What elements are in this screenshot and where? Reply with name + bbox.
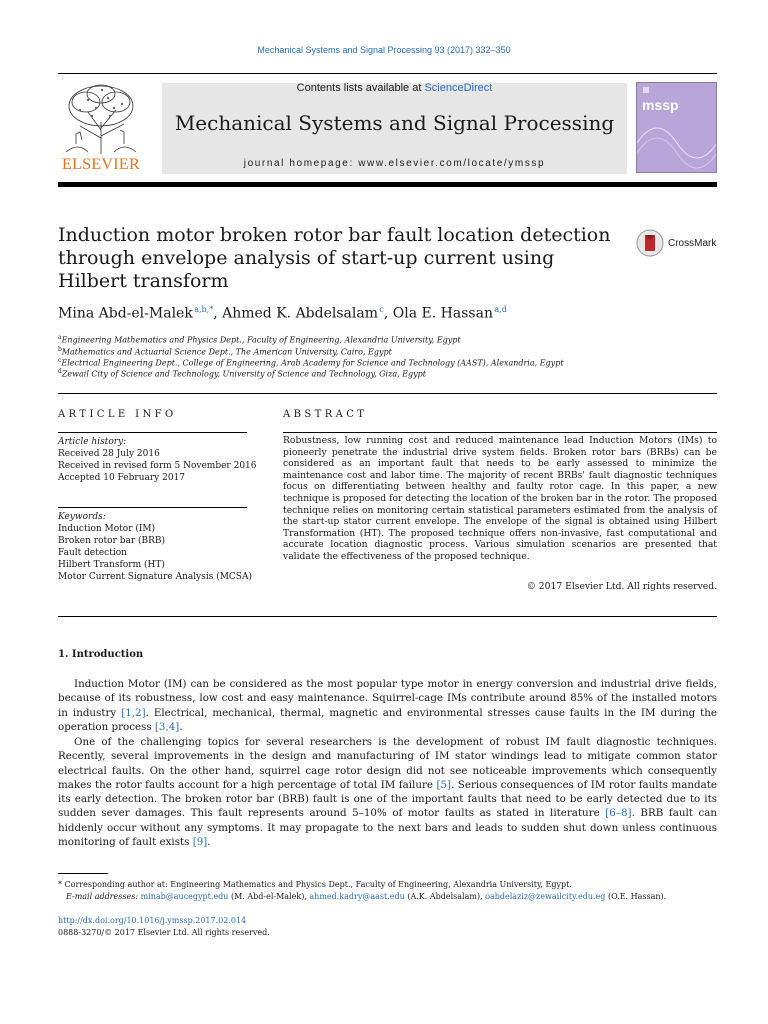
citation-link[interactable]: [6–8] bbox=[605, 807, 632, 820]
citation-link[interactable]: [9] bbox=[192, 836, 208, 849]
doi-link[interactable]: http://dx.doi.org/10.1016/j.ymssp.2017.02.014 bbox=[58, 916, 247, 925]
cover-title: mssp bbox=[642, 97, 679, 113]
article-info-heading: ARTICLE INFO bbox=[58, 409, 177, 420]
sciencedirect-link[interactable]: ScienceDirect bbox=[424, 82, 493, 94]
journal-title: Mechanical Systems and Signal Processing bbox=[174, 111, 615, 135]
keywords-list bbox=[58, 511, 252, 583]
history-label: Article history: bbox=[58, 437, 127, 447]
journal-homepage[interactable]: journal homepage: www.elsevier.com/locate/ymssp bbox=[243, 158, 546, 169]
crossmark-label: CrossMark bbox=[668, 238, 717, 249]
keyword[interactable]: Hilbert Transform (HT) bbox=[58, 560, 165, 570]
affiliation: $^a$Engineering Mathematics and Physics Dept., Faculty of Engineering, Alexandria University, Egypt bbox=[58, 334, 461, 345]
author-affiliation-marker[interactable]: a,d bbox=[494, 305, 507, 314]
keyword[interactable]: Broken rotor bar (BRB) bbox=[58, 536, 166, 546]
email-link[interactable]: oabdelaziz@zewailcity.edu.eg bbox=[485, 892, 606, 901]
issn-copyright: 0888-3270/© 2017 Elsevier Ltd. All rights reserved. bbox=[58, 928, 270, 937]
abstract-bottom-rule bbox=[58, 616, 717, 617]
crossmark-icon bbox=[636, 229, 664, 257]
author-name[interactable]: Mina Abd-el-Malek bbox=[58, 305, 193, 322]
citation-link[interactable]: [1,2] bbox=[121, 706, 146, 719]
elsevier-tree-logo bbox=[58, 82, 144, 156]
abstract-rule bbox=[283, 432, 717, 433]
author-name[interactable]: Ahmed K. Abdelsalam bbox=[222, 305, 378, 322]
header-rule-top bbox=[58, 73, 717, 74]
keywords-rule bbox=[58, 507, 247, 508]
abstract-heading: ABSTRACT bbox=[283, 409, 368, 420]
affiliation: $^c$Electrical Engineering Dept., College of Engineering, Arab Academy for Science and Technology (AAST), Alexandria, Egypt bbox=[58, 357, 564, 368]
email-link[interactable]: ahmed.kadry@aast.edu bbox=[309, 892, 405, 901]
journal-reference[interactable]: Mechanical Systems and Signal Processing 93 (2017) 332–350 bbox=[257, 45, 511, 55]
keyword[interactable]: Motor Current Signature Analysis (MCSA) bbox=[58, 572, 252, 582]
article-info-rule bbox=[58, 432, 247, 433]
citation-link[interactable]: [3,4] bbox=[154, 720, 180, 733]
section-heading-introduction: 1. Introduction bbox=[58, 649, 144, 660]
email-link[interactable]: minab@aucegypt.edu bbox=[140, 892, 229, 901]
contents-line: Contents lists available at ScienceDirect bbox=[296, 82, 493, 94]
cover-wave-graphic bbox=[637, 83, 717, 173]
citation-link[interactable]: [5] bbox=[436, 778, 452, 791]
corresponding-author-note: * Corresponding author at: Engineering Mathematics and Physics Dept., Faculty of Engineering, Alexandria University, Egypt. bbox=[58, 880, 572, 889]
intro-paragraph-2: One of the challenging topics for several researchers is the development of robust IM fault diagnostic techniques. Recently, several improvements in the design and manufacturing of IM stator windings lead to mitigate common stator electrical faults. On the other hand, squirrel cage rotor design did not see noticeable improvements which consequently makes the rotor faults account for a high percentage of total IM failure [5]. Serious consequences of IM rotor faults mandate its early detection. The broken rotor bar (BRB) fault is one of the important faults that need to be early detected due to its sudden sever damages. This fault represents around 5–10% of motor faults as stated in literature [6–8]. BRB fault can hiddenly occur without any symptoms. It may propagate to the next bars and leads to sudden shut down unless continuous monitoring of fault exists [9]. bbox=[58, 736, 718, 849]
history-received: Received 28 July 2016 bbox=[58, 449, 160, 459]
footnote-rule bbox=[58, 873, 108, 874]
author-affiliation-marker[interactable]: a,b,* bbox=[194, 305, 214, 314]
header-rule-bottom bbox=[58, 182, 717, 187]
abstract-text: Robustness, low running cost and reduced maintenance lead Induction Motors (IMs) to pioneerly penetrate the industrial drive system fields. Broken rotor bars (BRBs) can be considered as an important fault that needs to be early assessed to minimize the maintenance cost and labor time. The majority of recent BRBs' fault diagnostic techniques focus on differentiating between healthy and faulty rotor cage. In this paper, a new technique is proposed for detecting the location of the broken bar in the rotor. The proposed technique relies on monitoring certain statistical parameters estimated from the analysis of the start-up stator current envelope. The envelope of the signal is obtained using Hilbert Transformation (HT). The proposed technique offers non-invasive, fast computational and accurate location diagnostic process. Various simulation scenarios are presented that validate the effectiveness of the proposed technique. bbox=[283, 435, 717, 562]
affiliation: $^d$Zewail City of Science and Technology, University of Science and Technology, Giza, Egypt bbox=[58, 368, 426, 379]
email-addresses: E-mail addresses: minab@aucegypt.edu (M. Abd-el-Malek), ahmed.kadry@aast.edu (A.K. Abdelsalam), oabdelaziz@zewailcity.edu.eg (O.E. Hassan). bbox=[66, 892, 667, 901]
author-affiliation-marker[interactable]: c bbox=[379, 305, 384, 314]
author-name[interactable]: Ola E. Hassan bbox=[392, 305, 493, 322]
keyword[interactable]: Fault detection bbox=[58, 548, 127, 558]
abstract-copyright: © 2017 Elsevier Ltd. All rights reserved. bbox=[526, 581, 717, 592]
author-list: Mina Abd-el-Malek $^{a,b,*}$, Ahmed K. Abdelsalam $^c$, Ola E. Hassan $^{a,d}$ bbox=[58, 305, 507, 322]
journal-cover[interactable] bbox=[636, 82, 717, 173]
article-title: Induction motor broken rotor bar fault location detection through envelope analysis of start-up current using Hilbert transform bbox=[58, 224, 611, 292]
article-history bbox=[58, 436, 257, 484]
keyword[interactable]: Induction Motor (IM) bbox=[58, 524, 156, 534]
crossmark-badge[interactable] bbox=[636, 229, 726, 257]
intro-paragraph-1: Induction Motor (IM) can be considered as the most popular type motor in energy conversion and industrial drive fields, because of its robustness, low cost and easy maintenance. Squirrel-cage IMs contribute around 85% of the installed motors in industry [1,2]. Electrical, mechanical, thermal, magnetic and environmental stresses cause faults in the IM during the operation process [3,4]. bbox=[58, 678, 717, 733]
history-revised: Received in revised form 5 November 2016 bbox=[58, 461, 257, 471]
history-accepted: Accepted 10 February 2017 bbox=[58, 473, 186, 483]
affiliation: $^b$Mathematics and Actuarial Science Dept., The American University, Cairo, Egypt bbox=[58, 346, 392, 357]
elsevier-wordmark: ELSEVIER bbox=[62, 156, 140, 173]
affiliation-rule bbox=[58, 393, 717, 394]
keywords-label: Keywords: bbox=[58, 512, 106, 522]
